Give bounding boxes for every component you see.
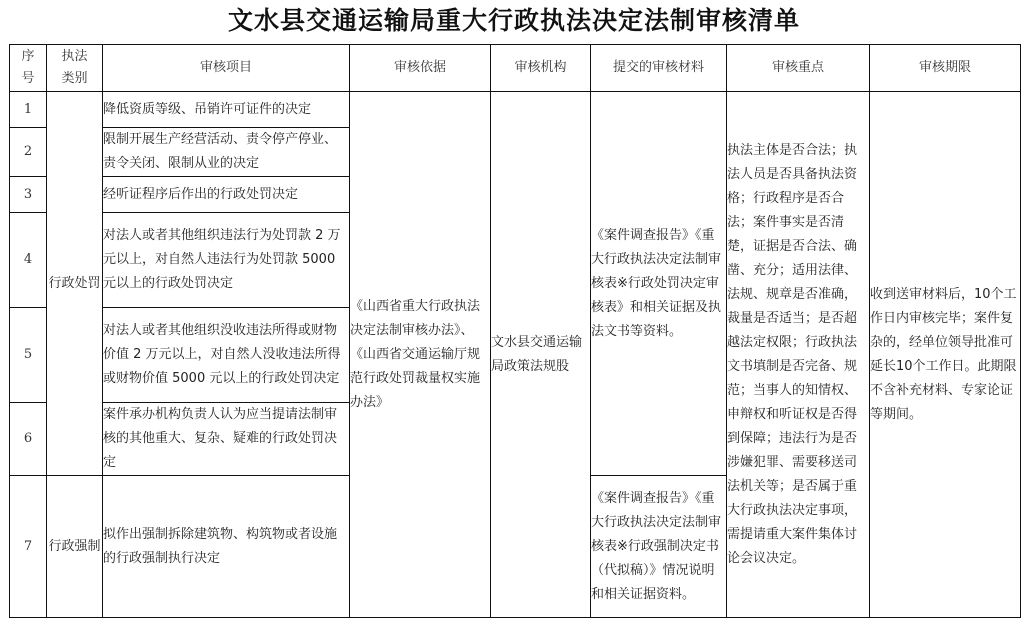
row-seq: 2 [10, 128, 47, 177]
page-title: 文水县交通运输局重大行政执法决定法制审核清单 [227, 6, 800, 35]
table-row [10, 92, 1021, 128]
review-list-table [9, 44, 1021, 618]
header-limit: 审核期限 [870, 45, 1021, 92]
header-seq-line2: 号 [21, 71, 35, 86]
row-item: 拟作出强制拆除建筑物、构筑物或者设施的行政强制执行决定 [103, 476, 350, 618]
review-basis: 《山西省重大行政执法决定法制审核办法》、《山西省交通运输厅规范行政处罚裁量权实施办法》 [350, 92, 491, 618]
row-item: 案件承办机构负责人认为应当提请法制审核的其他重大、复杂、疑难的行政处罚决定 [103, 403, 350, 476]
header-seq-line1: 序 [21, 49, 35, 64]
row-seq: 1 [10, 92, 47, 128]
row-item: 经听证程序后作出的行政处罚决定 [103, 177, 350, 213]
row-seq: 6 [10, 403, 47, 476]
header-basis: 审核依据 [350, 45, 491, 92]
header-seq [10, 45, 47, 92]
row-seq: 5 [10, 308, 47, 403]
header-category-line1: 执法 [61, 49, 88, 64]
header-category [47, 45, 103, 92]
row-seq: 7 [10, 476, 47, 618]
category-enforcement: 行政强制 [47, 476, 103, 618]
row-seq: 4 [10, 213, 47, 308]
header-materials: 提交的审核材料 [591, 45, 727, 92]
row-item: 对法人或者其他组织违法行为处罚款 2 万元以上，对自然人违法行为处罚款 5000 元以上的行政处罚决定 [103, 213, 350, 308]
review-org: 文水县交通运输局政策法规股 [491, 92, 591, 618]
materials-penalty: 《案件调查报告》《重大行政执法决定法制审核表※行政处罚决定审核表》和相关证据及执法文书等资料。 [591, 92, 727, 476]
header-category-line2: 类别 [61, 71, 88, 86]
header-item: 审核项目 [103, 45, 350, 92]
row-seq: 3 [10, 177, 47, 213]
header-org: 审核机构 [491, 45, 591, 92]
review-limit: 收到送审材料后，10个工作日内审核完毕；案件复杂的，经单位领导批准可延长10个工作日。此期限不含补充材料、专家论证等期间。 [870, 92, 1021, 618]
category-penalty: 行政处罚 [47, 92, 103, 476]
row-item: 限制开展生产经营活动、责令停产停业、责令关闭、限制从业的决定 [103, 128, 350, 177]
materials-enforcement: 《案件调查报告》《重大行政执法决定法制审核表※行政强制决定书（代拟稿）》情况说明和相关证据资料。 [591, 476, 727, 618]
review-focus: 执法主体是否合法；执法人员是否具备执法资格；行政程序是否合法；案件事实是否清楚，证据是否合法、确凿、充分；适用法律、法规、规章是否准确，裁量是否适当；是否超越法定权限；行政执法文书填制是否完备、规范；当事人的知情权、申辩权和听证权是否得到保障；违法行为是否涉嫌犯罪、需要移送司法机关等；是否属于重大行政执法决定事项，需提请重大案件集体讨论会议决定。 [727, 92, 870, 618]
header-row [10, 45, 1021, 92]
row-item: 降低资质等级、吊销许可证件的决定 [103, 92, 350, 128]
header-focus: 审核重点 [727, 45, 870, 92]
row-item: 对法人或者其他组织没收违法所得或财物价值 2 万元以上，对自然人没收违法所得或财物价值 5000 元以上的行政处罚决定 [103, 308, 350, 403]
